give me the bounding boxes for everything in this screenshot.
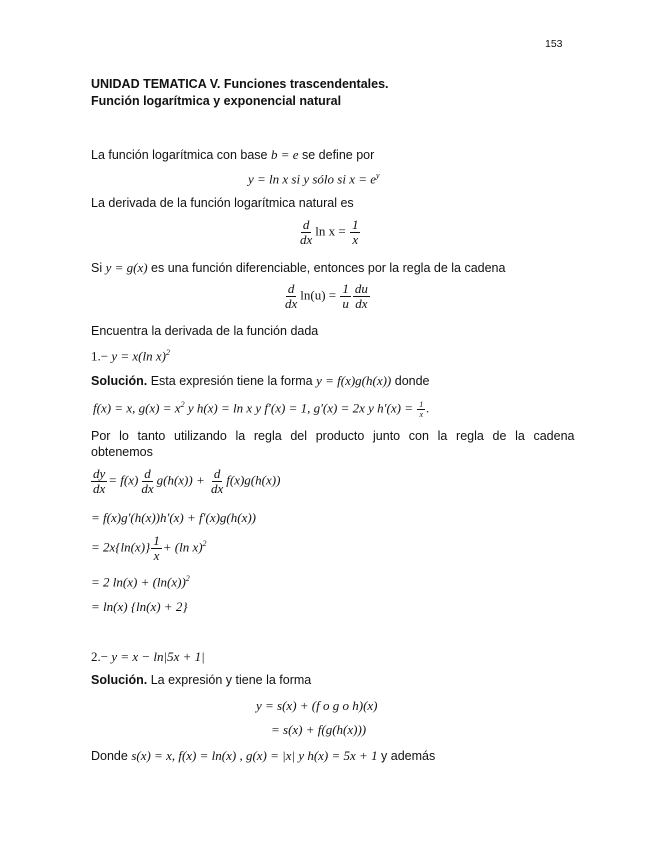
therefore-line-1: Por lo tanto utilizando la regla del producto junto con la regla de la cadena — [91, 429, 575, 443]
step-1-b: g(h(x)) + — [156, 472, 205, 488]
page-number: 153 — [545, 38, 563, 50]
step-3-exp: 2 — [202, 539, 207, 549]
exercise-2-donde-math: s(x) = x, f(x) = ln(x) , g(x) = |x| y h(x) = 5x + 1 — [131, 748, 378, 763]
exercise-2-eq-1: y = s(x) + (f o g o h)(x) — [256, 698, 378, 713]
heading-line-1: UNIDAD TEMATICA V. Funciones trascendentales. — [91, 77, 389, 91]
exercise-1-defs-b: y h(x) = ln x y f′(x) = 1, g′(x) = 2x y h′(x) = — [184, 400, 417, 416]
definition-equation-exponent: y — [376, 171, 380, 180]
exercise-1-definitions — [93, 400, 429, 419]
step-1-d-den: dx — [141, 481, 154, 496]
exercise-1-expression: y = x(ln x) — [111, 348, 166, 364]
step-3-frac-den: x — [153, 548, 160, 563]
chain-rule-paragraph — [91, 260, 505, 276]
exercise-1-solution-suffix: donde — [391, 374, 430, 388]
step-3 — [91, 534, 207, 563]
step-5: = ln(x) {ln(x) + 2} — [91, 599, 188, 614]
chain-operator-num: d — [287, 281, 295, 296]
derivative-result-num: 1 — [351, 217, 359, 232]
step-1-d2 — [209, 467, 225, 496]
exercise-1-defs-a: f(x) = x, g(x) = x — [93, 400, 181, 416]
exercise-2-label: 2.− — [91, 649, 109, 664]
exercise-2-eq-2: = s(x) + f(g(h(x))) — [271, 722, 367, 737]
definition-prefix: La función logarítmica con base — [91, 148, 271, 162]
chain-operator — [283, 282, 299, 311]
chain-rule-formula — [282, 282, 371, 311]
step-1-lhs-den: dx — [93, 481, 106, 496]
exercise-1-defs-end: . — [426, 400, 430, 416]
exercise-1-label: 1.− — [91, 348, 109, 364]
derivative-operator-num: d — [302, 217, 310, 232]
step-1-d — [139, 467, 155, 496]
step-1-d2-den: dx — [210, 481, 224, 496]
step-1-d-num: d — [144, 466, 151, 481]
step-1-d2-num: d — [213, 466, 221, 481]
step-3-a: = 2x{ln(x)} — [91, 539, 151, 555]
chain-frac-2 — [353, 282, 370, 311]
exercise-2-donde-suffix: y además — [377, 749, 436, 763]
definition-equation — [248, 171, 380, 187]
chain-frac-1 — [340, 282, 351, 311]
chain-prefix: Si — [91, 261, 106, 275]
step-1-lhs-num: dy — [93, 466, 106, 481]
exercise-2-expression: y = x − ln|5x + 1| — [111, 649, 205, 664]
exercise-1-solution — [91, 373, 430, 389]
definition-suffix: se define por — [298, 148, 375, 162]
exercise-2-donde — [91, 748, 435, 764]
derivative-operator-den: dx — [300, 232, 313, 247]
step-2: = f(x)g′(h(x))h′(x) + f′(x)g(h(x)) — [91, 510, 257, 525]
definition-equation-text: y = ln x si y sólo si x = e — [248, 171, 377, 187]
exercise-1-defs-frac-num: 1 — [419, 400, 424, 409]
chain-operator-den: dx — [285, 296, 298, 311]
derivative-result-den: x — [352, 232, 359, 247]
exercise-2-donde-prefix: Donde — [91, 749, 132, 763]
step-1-lhs — [91, 467, 107, 496]
exercise-1-solution-label: Solución. — [91, 374, 148, 388]
chain-frac-1-num: 1 — [342, 281, 349, 296]
step-3-b: + (ln x) — [162, 539, 203, 555]
step-4-a: = 2 ln(x) + (ln(x)) — [91, 574, 186, 590]
exercise-1-solution-math: y = f(x)g(h(x)) — [316, 373, 392, 388]
exercise-1-defs-frac-den: x — [419, 410, 424, 419]
exercise-2-solution-label: Solución. — [91, 673, 148, 687]
task-paragraph: Encuentra la derivada de la función dada — [91, 324, 319, 338]
step-3-frac — [151, 534, 162, 563]
step-1-a: = f(x) — [108, 472, 139, 488]
step-4 — [91, 574, 190, 590]
therefore-line-2: obtenemos — [91, 445, 153, 459]
step-1-c: f(x)g(h(x)) — [226, 472, 281, 488]
exercise-1-solution-prefix: Esta expresión tiene la forma — [147, 374, 317, 388]
exercise-1-defs-a-exp: 2 — [180, 400, 185, 410]
exercise-1-defs-frac — [417, 400, 425, 419]
step-4-exp: 2 — [185, 574, 190, 583]
chain-math: y = g(x) — [105, 260, 148, 275]
step-1 — [90, 467, 280, 496]
derivative-paragraph: La derivada de la función logarítmica natural es — [91, 196, 354, 210]
definition-paragraph — [91, 147, 374, 163]
chain-frac-1-den: u — [342, 296, 349, 311]
derivative-formula — [297, 218, 361, 247]
exercise-2-solution-text: La expresión y tiene la forma — [147, 673, 312, 687]
derivative-result — [350, 218, 361, 247]
chain-suffix: es una función diferenciable, entonces por la regla de la cadena — [147, 261, 506, 275]
chain-frac-2-den: dx — [355, 296, 368, 311]
definition-base-math: b = e — [270, 147, 299, 162]
exercise-2-solution — [91, 673, 311, 687]
heading-line-2: Función logarítmica y exponencial natural — [91, 94, 342, 108]
chain-frac-2-num: du — [354, 281, 368, 296]
step-3-frac-num: 1 — [153, 533, 160, 548]
derivative-operator — [298, 218, 314, 247]
exercise-2 — [91, 649, 205, 665]
derivative-mid: ln x = — [315, 223, 346, 239]
chain-mid: ln(u) = — [300, 287, 337, 303]
exercise-1-exponent: 2 — [165, 348, 170, 357]
exercise-1 — [91, 348, 170, 364]
